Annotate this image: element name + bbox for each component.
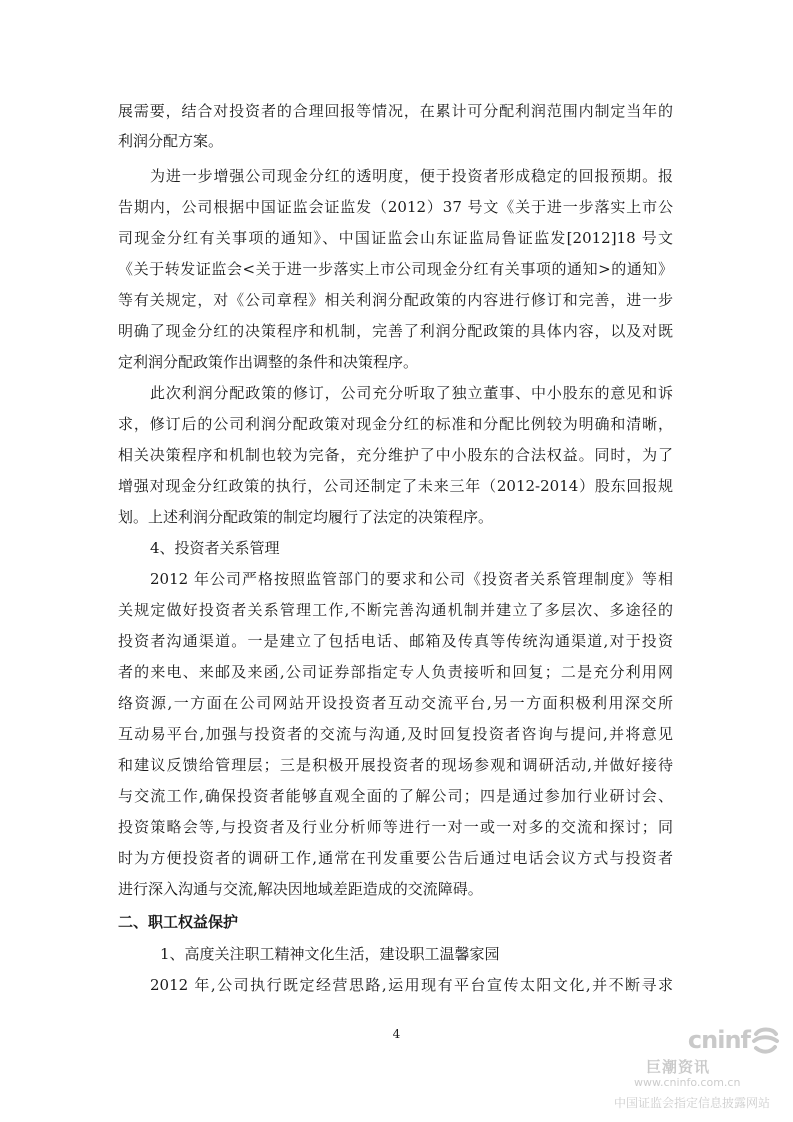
text-line: 司现金分红有关事项的通知》、中国证监会山东证监局鲁证监发[2012]18 号文: [118, 229, 673, 247]
text-line: 2012 年,公司执行既定经营思路,运用现有平台宣传太阳文化,并不断寻求: [150, 976, 673, 994]
cninfo-watermark: [600, 1022, 790, 1118]
text-line: 等有关规定，对《公司章程》相关利润分配政策的内容进行修订和完善，进一步: [118, 291, 673, 309]
cninfo-logo-icon: [750, 1026, 780, 1054]
text-line: 告期内，公司根据中国证监会证监发（2012）37 号文《关于进一步落实上市公: [118, 198, 673, 216]
text-line: 此次利润分配政策的修订，公司充分听取了独立董事、中小股东的意见和诉: [150, 384, 673, 402]
text-line: 者的来电、来邮及来函,公司证券部指定专人负责接听和回复；二是充分利用网: [118, 663, 673, 681]
section-heading: 二、职工权益保护: [118, 913, 239, 931]
text-line: 划。上述利润分配政策的制定均履行了法定的决策程序。: [118, 508, 494, 526]
watermark-cn-name: 巨潮资讯: [646, 1058, 711, 1076]
watermark-tagline: 中国证监会指定信息披露网站: [614, 1096, 771, 1110]
text-line: 《关于转发证监会<关于进一步落实上市公司现金分红有关事项的通知>的通知》: [118, 260, 673, 278]
text-line: 2012 年公司严格按照监管部门的要求和公司《投资者关系管理制度》等相: [150, 570, 673, 588]
text-line: 增强对现金分红政策的执行，公司还制定了未来三年（2012-2014）股东回报规: [118, 477, 673, 495]
text-line: 进行深入沟通与交流,解决因地域差距造成的交流障碍。: [118, 880, 483, 898]
subsection-heading: 1、高度关注职工精神文化生活，建设职工温馨家园: [160, 945, 500, 963]
text-line: 求，修订后的公司利润分配政策对现金分红的标准和分配比例较为明确和清晰，: [118, 415, 673, 433]
subsection-heading: 4、投资者关系管理: [150, 539, 280, 557]
text-line: 络资源,一方面在公司网站开设投资者互动交流平台,另一方面积极利用深交所: [118, 694, 673, 712]
text-line: 和建议反馈给管理层；三是积极开展投资者的现场参观和调研活动,并做好接待: [118, 756, 673, 774]
text-line: 互动易平台,加强与投资者的交流与沟通,及时回复投资者咨询与提问,并将意见: [118, 725, 673, 743]
watermark-url: www.cninfo.com.cn: [634, 1076, 741, 1089]
text-line: 时为方便投资者的调研工作,通常在刊发重要公告后通过电话会议方式与投资者: [118, 849, 673, 867]
watermark-logo-text: cninf: [687, 1026, 750, 1054]
text-line: 投资策略会等,与投资者及行业分析师等进行一对一或一对多的交流和探讨；同: [118, 818, 673, 836]
text-line: 相关决策程序和机制也较为完备，充分维护了中小股东的合法权益。同时，为了: [118, 446, 673, 464]
text-line: 定利润分配政策作出调整的条件和决策程序。: [118, 353, 419, 371]
text-line: 为进一步增强公司现金分红的透明度，便于投资者形成稳定的回报预期。报: [150, 167, 673, 185]
text-line: 关规定做好投资者关系管理工作,不断完善沟通机制并建立了多层次、多途径的: [118, 601, 673, 619]
text-line: 利润分配方案。: [118, 132, 224, 150]
text-line: 与交流工作,确保投资者能够直观全面的了解公司；四是通过参加行业研讨会、: [118, 787, 673, 805]
text-line: 明确了现金分红的决策程序和机制，完善了利润分配政策的具体内容，以及对既: [118, 322, 673, 340]
page-number: 4: [392, 1027, 401, 1041]
text-line: 展需要，结合对投资者的合理回报等情况，在累计可分配利润范围内制定当年的: [118, 102, 673, 120]
text-line: 投资者沟通渠道。一是建立了包括电话、邮箱及传真等传统沟通渠道,对于投资: [118, 632, 673, 650]
